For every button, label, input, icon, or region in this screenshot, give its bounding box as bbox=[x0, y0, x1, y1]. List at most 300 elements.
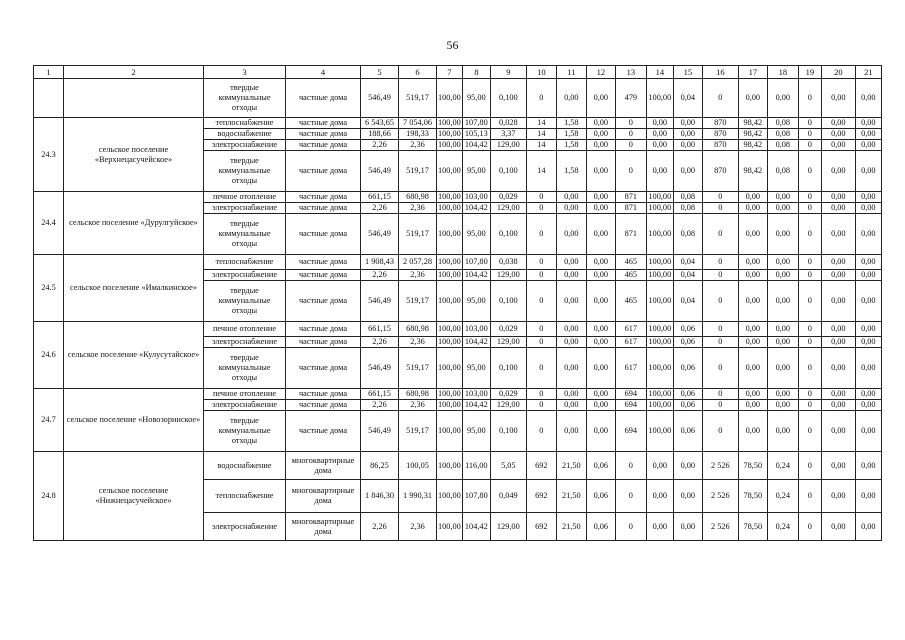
value-cell: 0,00 bbox=[673, 129, 702, 140]
value-cell: 2,36 bbox=[399, 270, 437, 281]
value-cell: 0,049 bbox=[490, 480, 526, 513]
value-cell: 0,00 bbox=[586, 255, 615, 270]
table-row bbox=[34, 389, 882, 400]
settlement-name: сельское поселение «Новозоринское» bbox=[64, 389, 204, 452]
housing-type: частные дома bbox=[286, 79, 361, 118]
value-cell: 546,49 bbox=[361, 214, 399, 255]
value-cell: 0,24 bbox=[767, 480, 798, 513]
value-cell: 100,00 bbox=[438, 118, 461, 127]
value-cell: 0,04 bbox=[673, 79, 702, 118]
value-cell: 0,00 bbox=[738, 192, 767, 203]
housing-type: частные дома bbox=[286, 411, 361, 452]
value-cell: 0,00 bbox=[646, 151, 673, 192]
value-cell: 0,00 bbox=[556, 281, 586, 322]
value-cell: 0,00 bbox=[855, 79, 881, 118]
value-cell: 0,00 bbox=[646, 513, 673, 541]
column-number: 9 bbox=[490, 66, 526, 79]
value-cell: 1,58 bbox=[556, 118, 586, 129]
column-number: 10 bbox=[526, 66, 556, 79]
value-cell: 0 bbox=[798, 322, 821, 337]
column-number: 5 bbox=[361, 66, 399, 79]
value-cell: 0 bbox=[798, 214, 821, 255]
value-cell: 0,08 bbox=[673, 214, 702, 255]
value-cell: 14 bbox=[526, 140, 556, 151]
value-cell: 0,00 bbox=[821, 192, 855, 203]
value-cell: 0,08 bbox=[767, 118, 798, 129]
value-cell: 1,58 bbox=[556, 151, 586, 192]
value-cell: 546,49 bbox=[361, 79, 399, 118]
value-cell: 78,50 bbox=[738, 452, 767, 480]
value-cell: 129,00 bbox=[490, 337, 526, 348]
value-cell: 661,15 bbox=[361, 389, 399, 400]
value-cell: 0,00 bbox=[767, 411, 798, 452]
value-cell: 103,00 bbox=[462, 192, 490, 203]
value-cell: 0 bbox=[798, 400, 821, 411]
value-cell: 870 bbox=[702, 140, 738, 151]
value-cell: 21,50 bbox=[556, 452, 586, 480]
column-number: 12 bbox=[586, 66, 615, 79]
value-cell: 0 bbox=[615, 140, 646, 151]
value-cell: 0,00 bbox=[767, 214, 798, 255]
value-cell: 0 bbox=[702, 348, 738, 389]
value-cell: 0,00 bbox=[855, 480, 881, 513]
value-cell: 2,26 bbox=[361, 513, 399, 541]
value-cell: 0 bbox=[615, 452, 646, 480]
value-cell: 0,00 bbox=[586, 337, 615, 348]
value-cell: 519,17 bbox=[399, 281, 437, 322]
value-cell: 0,00 bbox=[738, 411, 767, 452]
value-cell: 103,00 bbox=[462, 389, 490, 400]
housing-type: частные дома bbox=[286, 118, 361, 129]
row-number bbox=[34, 79, 64, 118]
service-type: теплоснабжение bbox=[204, 118, 286, 129]
value-cell: 2 526 bbox=[702, 452, 738, 480]
value-cell: 870 bbox=[702, 151, 738, 192]
value-cell: 0 bbox=[526, 214, 556, 255]
value-cell: 661,15 bbox=[361, 192, 399, 203]
value-cell: 116,00 bbox=[462, 452, 490, 480]
value-cell: 100,00 bbox=[646, 270, 673, 281]
housing-type: частные дома bbox=[286, 129, 361, 140]
value-cell: 2,26 bbox=[361, 400, 399, 411]
value-cell: 14 bbox=[526, 151, 556, 192]
value-cell: 0,00 bbox=[855, 513, 881, 541]
column-number: 4 bbox=[286, 66, 361, 79]
column-number: 13 bbox=[615, 66, 646, 79]
column-number: 3 bbox=[204, 66, 286, 79]
value-cell: 0 bbox=[702, 281, 738, 322]
value-cell: 692 bbox=[526, 452, 556, 480]
value-cell: 0,00 bbox=[821, 411, 855, 452]
value-cell: 95,00 bbox=[462, 411, 490, 452]
table-row bbox=[34, 79, 882, 118]
value-cell: 0,08 bbox=[767, 140, 798, 151]
value-cell: 0,00 bbox=[855, 129, 881, 140]
row-number: 24.3 bbox=[34, 118, 64, 192]
value-cell: 0,00 bbox=[673, 513, 702, 541]
value-cell: 0,00 bbox=[855, 118, 881, 129]
value-cell: 0 bbox=[526, 337, 556, 348]
value-cell: 870 bbox=[702, 129, 738, 140]
value-cell: 0 bbox=[702, 400, 738, 411]
value-cell: 0,00 bbox=[738, 322, 767, 337]
service-type: электроснабжение bbox=[204, 270, 286, 281]
value-cell: 0,00 bbox=[586, 192, 615, 203]
value-cell: 0,04 bbox=[673, 281, 702, 322]
value-cell: 0,00 bbox=[586, 322, 615, 337]
value-cell: 680,98 bbox=[399, 389, 437, 400]
value-cell: 465 bbox=[615, 281, 646, 322]
value-cell: 100,00 bbox=[438, 389, 461, 398]
settlement-name: сельское поселение «Дурулгуйское» bbox=[64, 192, 204, 255]
value-cell: 100,00 bbox=[646, 255, 673, 270]
row-number: 24.4 bbox=[34, 192, 64, 255]
value-cell: 0 bbox=[615, 480, 646, 513]
value-cell: 0,24 bbox=[767, 452, 798, 480]
value-cell: 0,00 bbox=[821, 151, 855, 192]
value-cell: 0,00 bbox=[767, 389, 798, 400]
value-cell: 98,42 bbox=[738, 129, 767, 140]
value-cell: 0,00 bbox=[586, 348, 615, 389]
value-cell: 0 bbox=[702, 322, 738, 337]
value-cell: 0 bbox=[526, 270, 556, 281]
value-cell: 0,00 bbox=[821, 281, 855, 322]
value-cell: 0,00 bbox=[855, 140, 881, 151]
value-cell: 0,00 bbox=[738, 270, 767, 281]
value-cell: 0,06 bbox=[673, 348, 702, 389]
value-cell: 2 526 bbox=[702, 513, 738, 541]
column-number: 8 bbox=[462, 66, 490, 79]
value-cell: 100,00 bbox=[437, 348, 463, 389]
value-cell: 0,00 bbox=[586, 140, 615, 151]
service-type: печное отопление bbox=[204, 192, 286, 203]
service-type: электроснабжение bbox=[204, 400, 286, 411]
value-cell: 100,00 bbox=[646, 389, 673, 400]
value-cell: 129,00 bbox=[490, 140, 526, 151]
value-cell: 0 bbox=[798, 281, 821, 322]
value-cell: 105,13 bbox=[462, 129, 490, 140]
value-cell: 519,17 bbox=[399, 151, 437, 192]
value-cell: 129,00 bbox=[490, 270, 526, 281]
value-cell: 100,00 bbox=[438, 129, 461, 138]
value-cell: 694 bbox=[615, 411, 646, 452]
value-cell: 100,00 bbox=[437, 411, 463, 452]
value-cell: 0,00 bbox=[586, 151, 615, 192]
settlement-name: сельское поселение «Кулусутайское» bbox=[64, 322, 204, 389]
value-cell: 103,00 bbox=[462, 322, 490, 337]
housing-type: частные дома bbox=[286, 214, 361, 255]
housing-type: частные дома bbox=[286, 337, 361, 348]
housing-type: частные дома bbox=[286, 400, 361, 411]
service-type: твердые коммунальные отходы bbox=[204, 151, 286, 192]
value-cell: 0 bbox=[526, 400, 556, 411]
value-cell: 0 bbox=[615, 129, 646, 140]
value-cell: 107,80 bbox=[462, 480, 490, 513]
value-cell: 0,00 bbox=[855, 192, 881, 203]
value-cell: 0,00 bbox=[767, 348, 798, 389]
value-cell: 6 543,65 bbox=[361, 118, 399, 129]
value-cell: 0,00 bbox=[738, 337, 767, 348]
housing-type: частные дома bbox=[286, 389, 361, 400]
value-cell: 0,00 bbox=[738, 79, 767, 118]
value-cell: 2,26 bbox=[361, 337, 399, 348]
value-cell: 0,028 bbox=[490, 118, 526, 129]
value-cell: 104,42 bbox=[462, 203, 490, 214]
value-cell: 0,24 bbox=[767, 513, 798, 541]
value-cell: 0,00 bbox=[738, 389, 767, 400]
value-cell: 0,00 bbox=[767, 203, 798, 214]
value-cell: 21,50 bbox=[556, 480, 586, 513]
value-cell: 100,00 bbox=[437, 480, 463, 513]
value-cell: 129,00 bbox=[490, 203, 526, 214]
value-cell: 519,17 bbox=[399, 411, 437, 452]
value-cell: 0 bbox=[526, 203, 556, 214]
column-number: 6 bbox=[399, 66, 437, 79]
housing-type: многоквартирные дома bbox=[286, 452, 361, 480]
value-cell: 0,00 bbox=[821, 255, 855, 270]
value-cell: 871 bbox=[615, 192, 646, 203]
value-cell: 0,00 bbox=[556, 389, 586, 400]
value-cell: 0 bbox=[798, 513, 821, 541]
value-cell: 100,00 bbox=[646, 79, 673, 118]
value-cell: 100,00 bbox=[646, 322, 673, 337]
value-cell: 0,00 bbox=[586, 411, 615, 452]
value-cell: 0,00 bbox=[586, 118, 615, 129]
value-cell: 0,00 bbox=[821, 400, 855, 411]
value-cell: 0,04 bbox=[673, 270, 702, 281]
value-cell: 0 bbox=[798, 203, 821, 214]
value-cell: 0,00 bbox=[855, 255, 881, 270]
value-cell: 2,36 bbox=[399, 203, 437, 214]
housing-type: частные дома bbox=[286, 203, 361, 214]
value-cell: 0,00 bbox=[673, 118, 702, 129]
value-cell: 661,15 bbox=[361, 322, 399, 337]
column-number: 16 bbox=[702, 66, 738, 79]
service-type: электроснабжение bbox=[204, 140, 286, 151]
value-cell: 0,00 bbox=[855, 337, 881, 348]
value-cell: 95,00 bbox=[462, 281, 490, 322]
service-type: водоснабжение bbox=[204, 129, 286, 140]
value-cell: 519,17 bbox=[399, 214, 437, 255]
value-cell: 98,42 bbox=[738, 151, 767, 192]
value-cell: 0,00 bbox=[586, 281, 615, 322]
value-cell: 0 bbox=[526, 322, 556, 337]
page-number: 56 bbox=[446, 38, 459, 52]
value-cell: 871 bbox=[615, 203, 646, 214]
housing-type: частные дома bbox=[286, 140, 361, 151]
value-cell: 2,26 bbox=[361, 203, 399, 214]
value-cell: 0,100 bbox=[490, 79, 526, 118]
value-cell: 104,42 bbox=[462, 513, 490, 541]
value-cell: 100,00 bbox=[646, 411, 673, 452]
value-cell: 0,00 bbox=[767, 337, 798, 348]
value-cell: 0,00 bbox=[821, 322, 855, 337]
value-cell: 0 bbox=[702, 270, 738, 281]
value-cell: 0 bbox=[526, 79, 556, 118]
value-cell: 0 bbox=[702, 192, 738, 203]
value-cell: 0 bbox=[798, 129, 821, 140]
value-cell: 0,100 bbox=[490, 151, 526, 192]
value-cell: 0 bbox=[702, 337, 738, 348]
value-cell: 0,00 bbox=[586, 129, 615, 140]
housing-type: многоквартирные дома bbox=[286, 480, 361, 513]
value-cell: 198,33 bbox=[399, 129, 437, 140]
housing-type: частные дома bbox=[286, 255, 361, 270]
value-cell: 5,05 bbox=[490, 452, 526, 480]
column-number: 7 bbox=[437, 66, 463, 79]
value-cell: 870 bbox=[702, 118, 738, 129]
value-cell: 2,36 bbox=[399, 140, 437, 151]
value-cell: 0,06 bbox=[586, 513, 615, 541]
value-cell: 0,100 bbox=[490, 411, 526, 452]
value-cell: 2 057,28 bbox=[399, 255, 437, 270]
housing-type: частные дома bbox=[286, 322, 361, 337]
value-cell: 0 bbox=[798, 337, 821, 348]
value-cell: 0 bbox=[526, 192, 556, 203]
value-cell: 100,00 bbox=[438, 400, 461, 409]
value-cell: 0,00 bbox=[586, 214, 615, 255]
value-cell: 2,36 bbox=[399, 513, 437, 541]
service-type: печное отопление bbox=[204, 389, 286, 400]
value-cell: 546,49 bbox=[361, 151, 399, 192]
value-cell: 0 bbox=[798, 389, 821, 400]
value-cell: 0 bbox=[702, 79, 738, 118]
value-cell: 0,00 bbox=[556, 400, 586, 411]
value-cell: 0,029 bbox=[490, 322, 526, 337]
value-cell: 0,00 bbox=[821, 513, 855, 541]
value-cell: 100,00 bbox=[437, 452, 463, 480]
value-cell: 0,00 bbox=[821, 118, 855, 129]
value-cell: 0,00 bbox=[738, 281, 767, 322]
value-cell: 0 bbox=[526, 255, 556, 270]
value-cell: 0,00 bbox=[821, 129, 855, 140]
value-cell: 0,00 bbox=[767, 270, 798, 281]
value-cell: 100,00 bbox=[437, 255, 463, 270]
value-cell: 100,00 bbox=[646, 214, 673, 255]
value-cell: 2,26 bbox=[361, 270, 399, 281]
value-cell: 0,00 bbox=[821, 389, 855, 400]
column-number: 17 bbox=[738, 66, 767, 79]
value-cell: 0,06 bbox=[673, 389, 702, 400]
value-cell: 0,00 bbox=[855, 203, 881, 214]
housing-type: частные дома bbox=[286, 348, 361, 389]
value-cell: 100,00 bbox=[646, 348, 673, 389]
value-cell: 871 bbox=[615, 214, 646, 255]
value-cell: 0 bbox=[798, 480, 821, 513]
value-cell: 680,98 bbox=[399, 192, 437, 203]
table-row bbox=[34, 118, 882, 129]
value-cell: 0,00 bbox=[556, 348, 586, 389]
value-cell: 100,00 bbox=[646, 337, 673, 348]
value-cell: 95,00 bbox=[462, 214, 490, 255]
value-cell: 0,00 bbox=[646, 452, 673, 480]
value-cell: 0,06 bbox=[586, 480, 615, 513]
value-cell: 0,00 bbox=[556, 322, 586, 337]
value-cell: 465 bbox=[615, 270, 646, 281]
value-cell: 0,00 bbox=[556, 411, 586, 452]
value-cell: 0 bbox=[798, 255, 821, 270]
value-cell: 0,00 bbox=[673, 452, 702, 480]
service-type: электроснабжение bbox=[204, 337, 286, 348]
value-cell: 1,58 bbox=[556, 129, 586, 140]
value-cell: 0,00 bbox=[673, 140, 702, 151]
service-type: печное отопление bbox=[204, 322, 286, 337]
value-cell: 519,17 bbox=[399, 348, 437, 389]
value-cell: 7 054,06 bbox=[399, 118, 437, 129]
row-number: 24.8 bbox=[34, 452, 64, 541]
value-cell: 14 bbox=[526, 129, 556, 140]
value-cell: 0 bbox=[798, 452, 821, 480]
value-cell: 104,42 bbox=[462, 337, 490, 348]
value-cell: 107,80 bbox=[462, 118, 490, 129]
value-cell: 0 bbox=[798, 270, 821, 281]
value-cell: 0,06 bbox=[673, 400, 702, 411]
value-cell: 2,36 bbox=[399, 337, 437, 348]
table-row bbox=[34, 322, 882, 337]
value-cell: 95,00 bbox=[462, 348, 490, 389]
housing-type: частные дома bbox=[286, 151, 361, 192]
value-cell: 0 bbox=[702, 214, 738, 255]
value-cell: 0,00 bbox=[586, 203, 615, 214]
service-type: электроснабжение bbox=[204, 203, 286, 214]
value-cell: 465 bbox=[615, 255, 646, 270]
value-cell: 0,00 bbox=[738, 348, 767, 389]
value-cell: 0,00 bbox=[855, 270, 881, 281]
settlement-name: сельское поселение «Верхнецасучейское» bbox=[64, 118, 204, 192]
column-number: 15 bbox=[673, 66, 702, 79]
value-cell: 0,00 bbox=[855, 214, 881, 255]
value-cell: 519,17 bbox=[399, 79, 437, 118]
value-cell: 100,00 bbox=[438, 270, 461, 279]
housing-type: многоквартирные дома bbox=[286, 513, 361, 541]
value-cell: 0,00 bbox=[738, 255, 767, 270]
value-cell: 617 bbox=[615, 322, 646, 337]
column-number: 21 bbox=[855, 66, 881, 79]
column-number: 11 bbox=[556, 66, 586, 79]
value-cell: 0,08 bbox=[673, 203, 702, 214]
value-cell: 1 908,43 bbox=[361, 255, 399, 270]
value-cell: 0,00 bbox=[646, 140, 673, 151]
value-cell: 0,00 bbox=[821, 452, 855, 480]
value-cell: 104,42 bbox=[462, 140, 490, 151]
service-type: электроснабжение bbox=[204, 513, 286, 541]
value-cell: 0,08 bbox=[673, 192, 702, 203]
value-cell: 0,08 bbox=[767, 129, 798, 140]
value-cell: 0,00 bbox=[767, 255, 798, 270]
column-number: 18 bbox=[767, 66, 798, 79]
value-cell: 0,00 bbox=[855, 151, 881, 192]
value-cell: 0,00 bbox=[673, 480, 702, 513]
value-cell: 0,100 bbox=[490, 281, 526, 322]
value-cell: 0,06 bbox=[673, 411, 702, 452]
value-cell: 95,00 bbox=[462, 151, 490, 192]
column-number: 20 bbox=[821, 66, 855, 79]
value-cell: 0,00 bbox=[556, 270, 586, 281]
table-row bbox=[34, 192, 882, 203]
value-cell: 100,00 bbox=[438, 337, 461, 346]
service-type: твердые коммунальные отходы bbox=[204, 79, 286, 118]
value-cell: 0,00 bbox=[855, 400, 881, 411]
value-cell: 14 bbox=[526, 118, 556, 129]
service-type: твердые коммунальные отходы bbox=[204, 214, 286, 255]
value-cell: 0,00 bbox=[738, 400, 767, 411]
value-cell: 0,00 bbox=[556, 79, 586, 118]
value-cell: 0 bbox=[526, 389, 556, 400]
value-cell: 100,00 bbox=[437, 214, 463, 255]
value-cell: 0,038 bbox=[490, 255, 526, 270]
value-cell: 0,00 bbox=[556, 337, 586, 348]
value-cell: 0,00 bbox=[646, 480, 673, 513]
